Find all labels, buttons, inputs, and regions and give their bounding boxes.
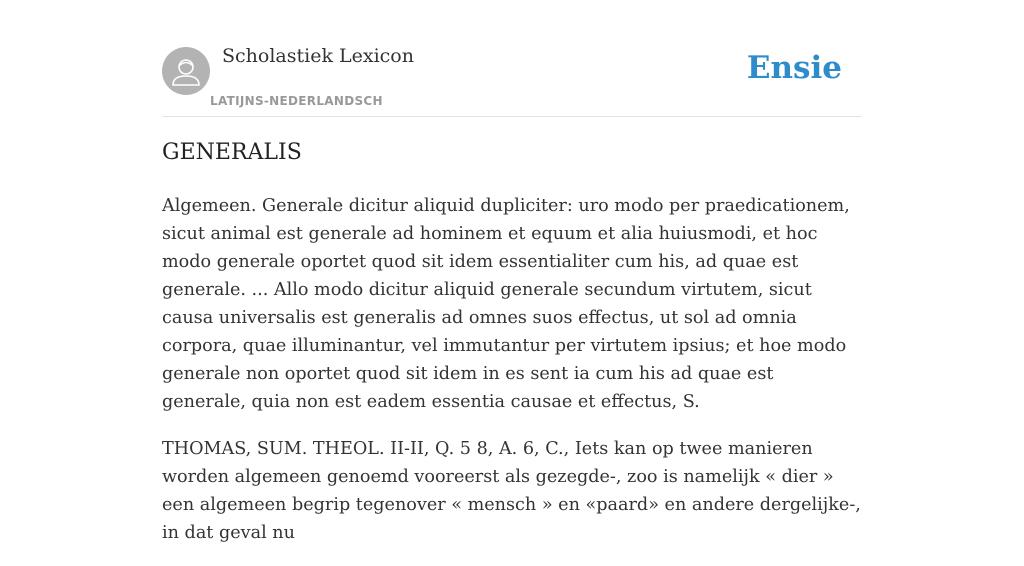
avatar[interactable] xyxy=(162,47,210,95)
article-title: GENERALIS xyxy=(162,140,302,165)
source-subtitle: LATIJNS-NEDERLANDSCH xyxy=(210,94,383,108)
user-icon xyxy=(162,47,210,95)
article-paragraph: Algemeen. Generale dicitur aliquid dupliciter: uro modo per praedicationem, sicut animal est generale ad hominem et equum et alia huiusmodi, et hoc modo generale oportet quod sit idem essentialiter cum his, ad quae est generale. ... Allo modo dicitur aliquid generale secundum virtutem, sicut causa universalis est generalis ad omnes suos effectus, ut sol ad omnia corpora, quae illuminantur, vel immutantur per virtutem ipsius; et hoe modo generale non oportet quod sit idem in es sent ia cum his ad quae est generale, quia non est eadem essentia causae et effectus, S. xyxy=(162,196,850,412)
source-title-link[interactable]: Scholastiek Lexicon xyxy=(222,45,414,67)
brand-logo-link[interactable]: Ensie xyxy=(746,50,842,86)
article-body xyxy=(162,192,862,566)
source-header xyxy=(162,0,862,117)
page-container xyxy=(162,0,862,543)
article-paragraph: THOMAS, SUM. THEOL. II-II, Q. 5 8, A. 6, C., Iets kan op twee manieren worden algemeen genoemd vooreerst als gezegde-, zoo is namelijk « dier » een algemeen begrip tegenover « mensch » en «paard» en andere dergelijke-, in dat geval nu xyxy=(162,439,861,543)
